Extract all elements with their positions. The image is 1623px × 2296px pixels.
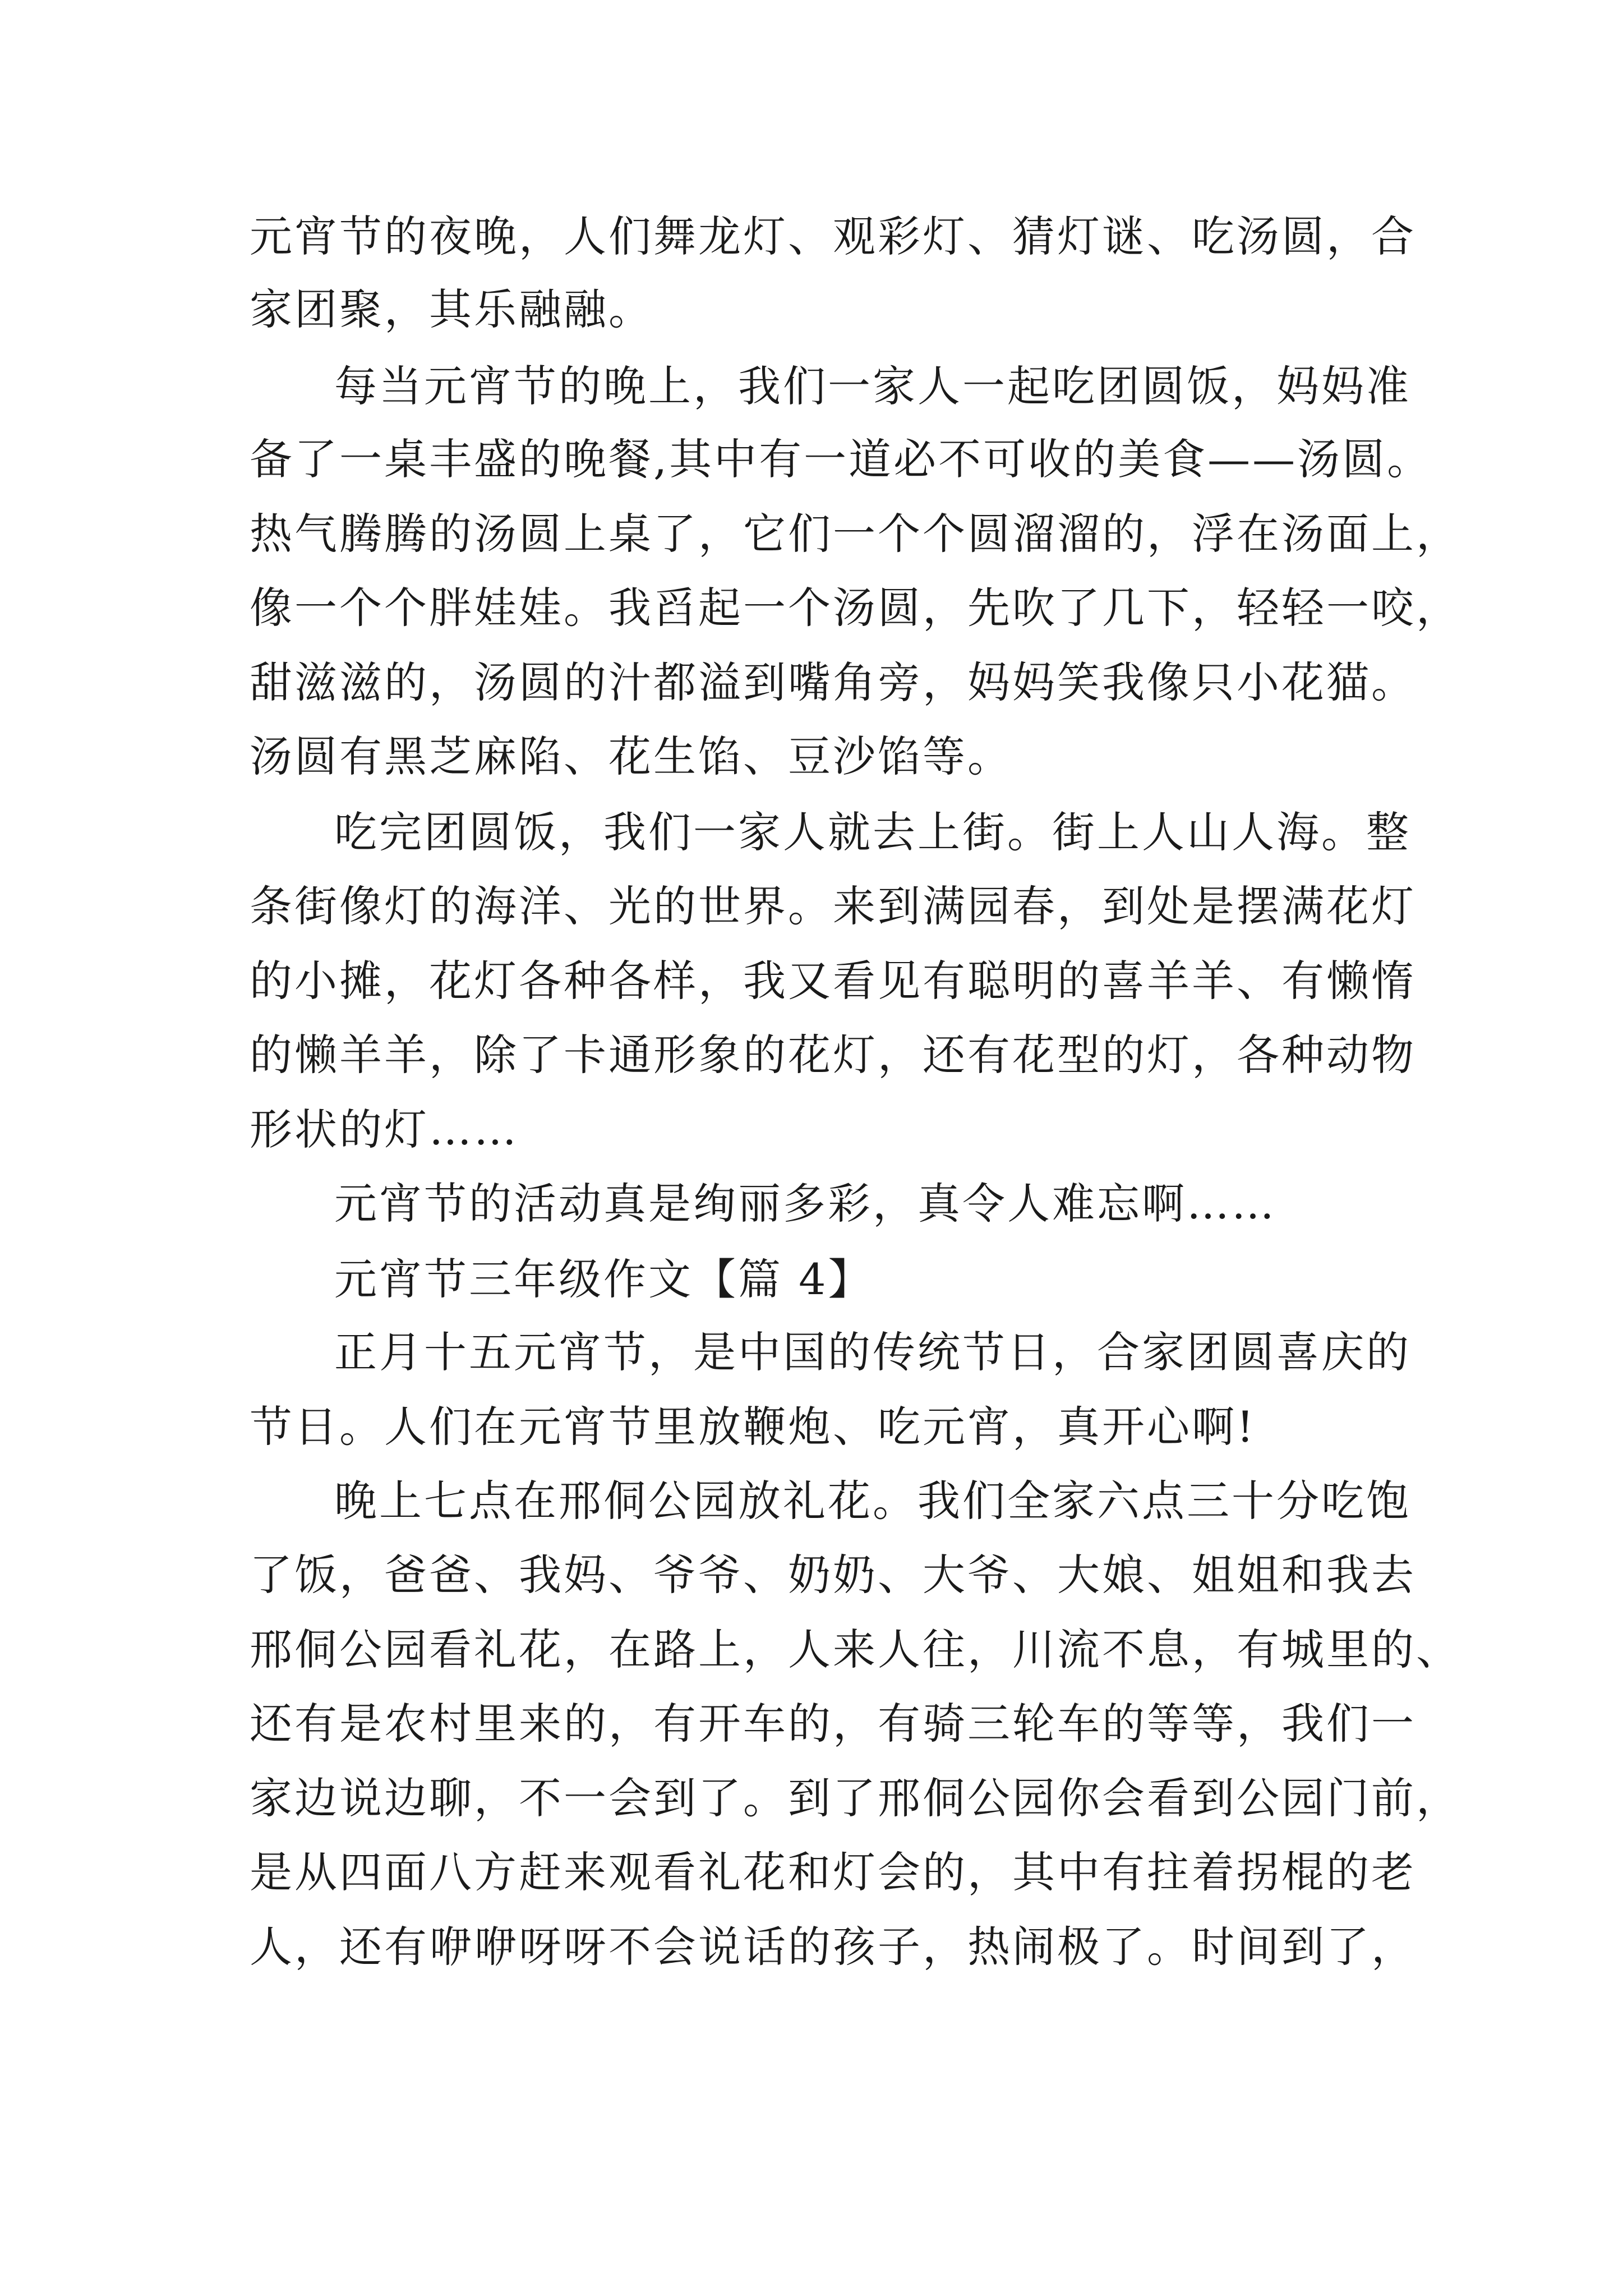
text-line: 每当元宵节的晚上，我们一家人一起吃团圆饭，妈妈准 [334, 361, 1411, 411]
text-line: 元宵节的活动真是绚丽多彩，真令人难忘啊…… [334, 1179, 1276, 1228]
text-line: 热气腾腾的汤圆上桌了，它们一个个圆溜溜的，浮在汤面上， [250, 509, 1461, 559]
text-line: 邢侗公园看礼花，在路上，人来人往，川流不息，有城里的、 [250, 1625, 1461, 1674]
text-line: 像一个个胖娃娃。我舀起一个汤圆，先吹了几下，轻轻一咬， [250, 583, 1461, 633]
text-line: 形状的灯…… [250, 1105, 519, 1154]
text-line: 正月十五元宵节，是中国的传统节日，合家团圆喜庆的 [334, 1327, 1411, 1377]
text-line: 是从四面八方赶来观看礼花和灯会的，其中有拄着拐棍的老 [250, 1847, 1416, 1897]
text-line: 汤圆有黑芝麻陷、花生馅、豆沙馅等。 [250, 731, 1012, 781]
text-line: 还有是农村里来的，有开车的，有骑三轮车的等等，我们一 [250, 1699, 1416, 1749]
text-line: 节日。人们在元宵节里放鞭炮、吃元宵，真开心啊! [250, 1402, 1256, 1452]
text-line: 元宵节的夜晚，人们舞龙灯、观彩灯、猜灯谜、吃汤圆，合 [250, 211, 1416, 261]
section-heading: 元宵节三年级作文【篇 4】 [334, 1254, 873, 1304]
text-line: 的小摊，花灯各种各样，我又看见有聪明的喜羊羊、有懒惰 [250, 956, 1416, 1006]
text-line: 吃完团圆饭，我们一家人就去上街。街上人山人海。整 [334, 807, 1411, 857]
text-line: 了饭，爸爸、我妈、爷爷、奶奶、大爷、大娘、姐姐和我去 [250, 1550, 1416, 1600]
text-line: 晚上七点在邢侗公园放礼花。我们全家六点三十分吃饱 [334, 1476, 1411, 1526]
text-line: 甜滋滋的，汤圆的汁都溢到嘴角旁，妈妈笑我像只小花猫。 [250, 657, 1416, 707]
text-line: 家边说边聊，不一会到了。到了邢侗公园你会看到公园门前， [250, 1773, 1461, 1823]
text-line: 备了一桌丰盛的晚餐,其中有一道必不可收的美食——汤圆。 [250, 434, 1432, 484]
text-line: 的懒羊羊，除了卡通形象的花灯，还有花型的灯，各种动物 [250, 1030, 1416, 1080]
text-line: 家团聚，其乐融融。 [250, 284, 653, 334]
text-line: 条街像灯的海洋、光的世界。来到满园春，到处是摆满花灯 [250, 881, 1416, 931]
text-line: 人，还有咿咿呀呀不会说话的孩子，热闹极了。时间到了， [250, 1922, 1416, 1972]
